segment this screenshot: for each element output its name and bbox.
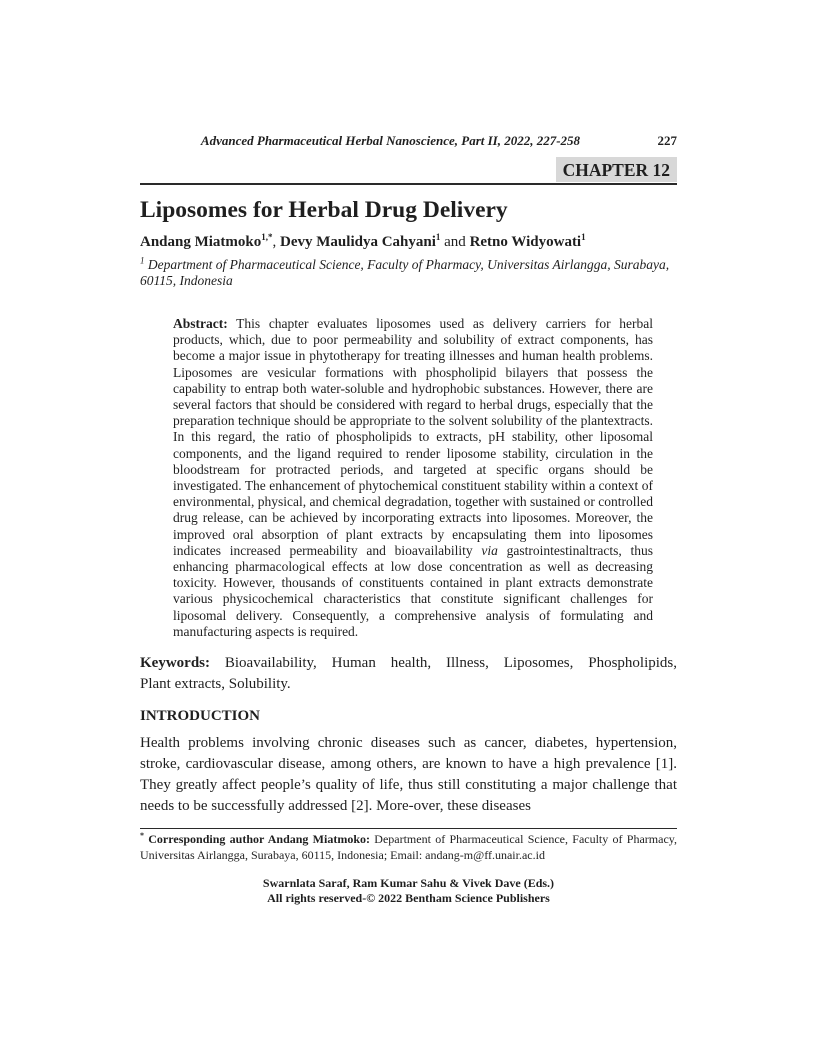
affiliation <box>140 257 677 289</box>
keywords-text: Bioavailability, Human health, Illness, Liposomes, Phospholipids, <box>210 655 677 672</box>
section-heading-introduction: INTRODUCTION <box>140 708 261 725</box>
affiliation-text: Department of Pharmaceutical Science, Faculty of Pharmacy, Universitas Airlangga, Surabaya, 60115, Indonesia <box>140 257 670 288</box>
corresponding-author-footnote <box>140 832 677 863</box>
footnote-label: Corresponding author Andang Miatmoko: <box>144 832 371 847</box>
author-superscript: 1 <box>581 232 586 242</box>
affiliation-superscript: 1 <box>140 255 145 266</box>
author-superscript: 1 <box>435 232 441 242</box>
abstract-via-italic: via <box>481 542 498 558</box>
author-name: Retno Widyowati <box>469 234 582 250</box>
page-content <box>140 133 677 906</box>
footnote-divider <box>140 828 677 829</box>
page-number: 227 <box>657 133 677 148</box>
authors-separator: , <box>272 234 281 250</box>
abstract-text: This chapter evaluates liposomes used as delivery carriers for herbal products, which, due to poor permeability and solubility of extract components, has become a major issue in phytotherapy for treating illnesses and human health problems. Liposomes are vesicular formations with phospholipid bilayers that possess the capability to entrap both water-soluble and hydrophobic substances. However, there are several factors that should be considered with regard to herbal drugs, especially that the preparation technique should be appropriate to the solvent solubility of the plantextracts. In this regard, the ratio of phospholipids to extracts, pH stability, other liposomal components, and the ligand required to render liposome stability, circulation in the bloodstream for protracted periods, and targeted at specific organs should be investigated. The enhancement of phytochemical constituent stability within a context of environmental, physical, and chemical degradation, together with sustained or controlled drug release, can be achieved by incorporating extracts into liposomes. Moreover, the improved oral absorption of plant extracts by encapsulating them into liposomes indicates increased permeability and bioavailability <box>173 316 653 558</box>
footnote-asterisk: * <box>140 831 144 841</box>
imprint <box>140 876 677 906</box>
keywords-line-2: Plant extracts, Solubility. <box>140 675 291 692</box>
abstract-label: Abstract: <box>173 316 228 331</box>
authors-and: and <box>440 234 470 250</box>
chapter-badge-row <box>140 157 677 182</box>
keywords-label: Keywords: <box>140 655 210 672</box>
imprint-rights: All rights reserved-© 2022 Bentham Science Publishers <box>267 891 550 906</box>
footnote-text: Department of Pharmaceutical Science, Faculty of Pharmacy, Universitas Airlangga, Surabaya, 60115, Indonesia; Email: andang-m@ff.unair.ac.id <box>140 832 678 862</box>
author-superscript: 1,* <box>261 232 273 242</box>
keywords <box>140 653 677 694</box>
running-head: Advanced Pharmaceutical Herbal Nanoscience, Part II, 2022, 227-258 <box>200 133 581 148</box>
introduction-paragraph: Health problems involving chronic diseases such as cancer, diabetes, hypertension, stroke, cardiovascular disease, among others, are known to have a high prevalence [1]. They greatly affect people’s quality of life, thus still constituting a major challenge that needs to be successfully addressed [2]. More-over, these diseases <box>140 735 677 815</box>
header-divider <box>140 183 677 185</box>
running-head-row <box>140 133 677 149</box>
author-name: Andang Miatmoko <box>140 234 262 250</box>
imprint-editors: Swarnlata Saraf, Ram Kumar Sahu & Vivek Dave (Eds.) <box>262 876 555 891</box>
abstract <box>140 316 677 640</box>
author-name: Devy Maulidya Cahyani <box>280 234 436 250</box>
chapter-badge: CHAPTER 12 <box>556 157 677 182</box>
abstract-text: gastrointestinaltracts, thus enhancing pharmacological effects at low dose concentration as well as decreasing toxicity. However, thousands of constituents contained in plant extracts demonstrate various physicochemical characteristics that constitute significant challenges for liposomal delivery. Consequently, a comprehensive analysis of formulating and manufacturing aspects is required. <box>173 542 653 639</box>
keywords-line-1 <box>140 653 677 674</box>
page-title: Liposomes for Herbal Drug Delivery <box>140 197 508 223</box>
authors-line <box>140 233 677 252</box>
